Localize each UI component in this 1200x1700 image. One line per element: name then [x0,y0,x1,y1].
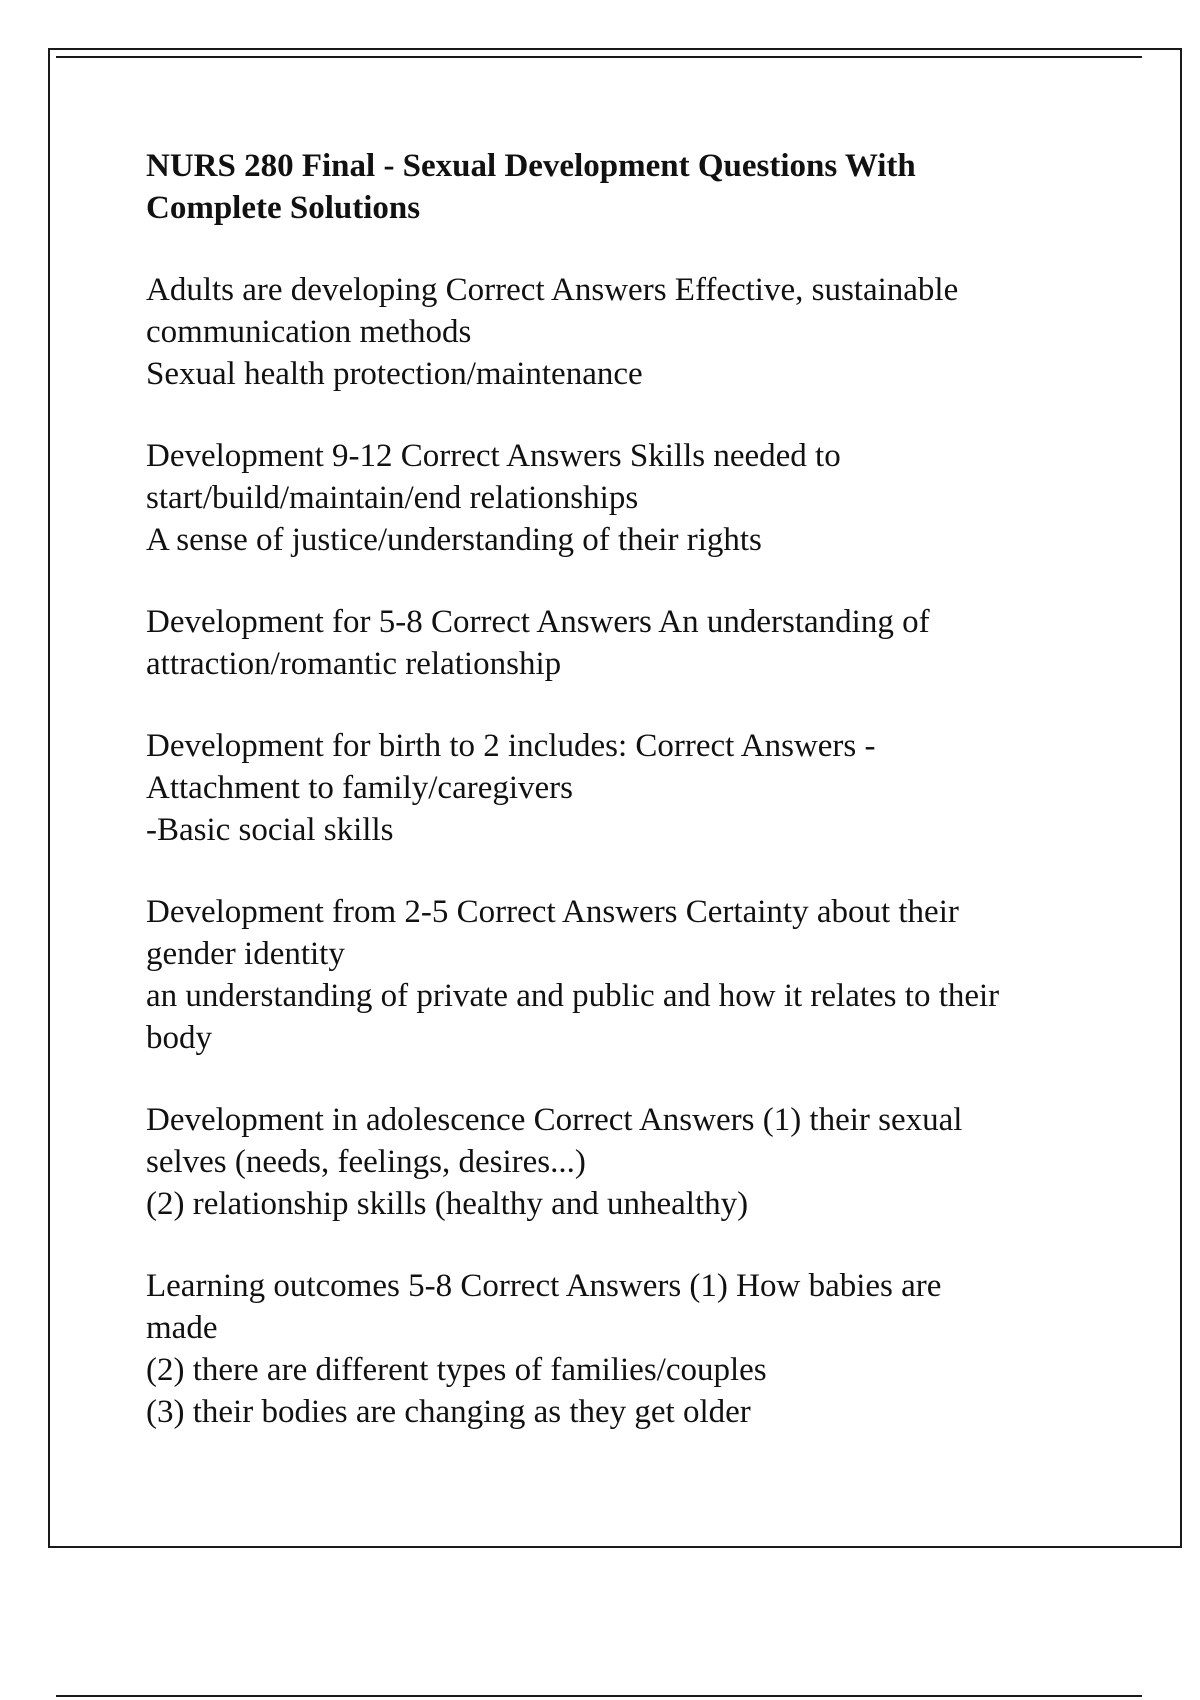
qa-line: (2) there are different types of families/couples [146,1352,767,1388]
qa-line: made [146,1310,218,1346]
document-body [146,145,1106,1473]
qa-entry-2-5 [146,891,1106,1059]
qa-entry-learning-outcomes-5-8 [146,1265,1106,1433]
qa-line: (2) relationship skills (healthy and unhealthy) [146,1186,749,1222]
qa-entry-adolescence [146,1099,1106,1225]
qa-line: body [146,1020,212,1056]
qa-line: start/build/maintain/end relationships [146,480,639,516]
qa-entry-birth-to-2 [146,725,1106,851]
bottom-rule-divider [56,1695,1142,1697]
document-title [146,145,1106,229]
qa-line: Development 9-12 Correct Answers Skills needed to [146,438,841,474]
qa-line: Attachment to family/caregivers [146,770,574,806]
qa-line: Development for 5-8 Correct Answers An understanding of [146,604,930,640]
qa-line: Learning outcomes 5-8 Correct Answers (1) How babies are [146,1268,942,1304]
qa-line: gender identity [146,936,345,972]
qa-line: Sexual health protection/maintenance [146,356,643,392]
qa-line: Development in adolescence Correct Answers (1) their sexual [146,1102,963,1138]
qa-entry-9-12 [146,435,1106,561]
qa-line: an understanding of private and public and how it relates to their [146,978,1000,1014]
qa-line: communication methods [146,314,472,350]
title-line: Complete Solutions [146,190,421,226]
qa-line: selves (needs, feelings, desires...) [146,1144,586,1180]
qa-line: -Basic social skills [146,812,394,848]
title-line: NURS 280 Final - Sexual Development Questions With [146,148,916,184]
qa-line: Development from 2-5 Correct Answers Certainty about their [146,894,959,930]
top-rule-divider [56,56,1142,58]
qa-line: (3) their bodies are changing as they get older [146,1394,751,1430]
qa-entry-5-8 [146,601,1106,685]
qa-line: A sense of justice/understanding of their rights [146,522,762,558]
qa-line: Development for birth to 2 includes: Correct Answers - [146,728,876,764]
qa-line: attraction/romantic relationship [146,646,562,682]
qa-line: Adults are developing Correct Answers Effective, sustainable [146,272,959,308]
qa-entry-adults [146,269,1106,395]
